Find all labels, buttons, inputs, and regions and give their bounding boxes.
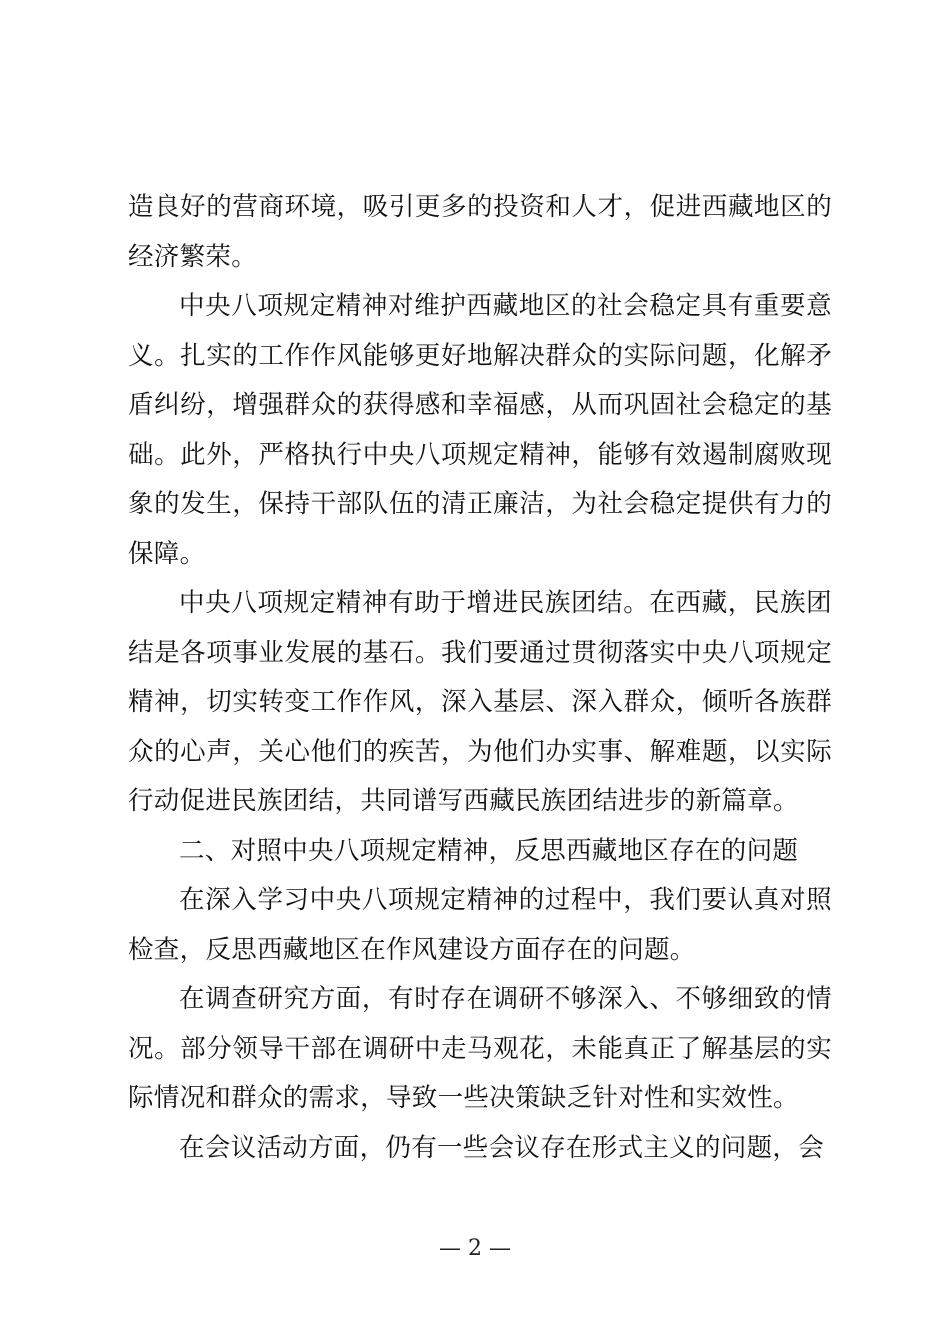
section-heading: 二、对照中央八项规定精神，反思西藏地区存在的问题 bbox=[179, 835, 799, 866]
paragraph-continued: 造良好的营商环境，吸引更多的投资和人才，促进西藏地区的经济繁荣。 bbox=[128, 192, 832, 272]
paragraph-social-stability: 中央八项规定精神对维护西藏地区的社会稳定具有重要意义。扎实的工作作风能够更好地解决群众的实际问题，化解矛盾纠纷，增强群众的获得感和幸福感，从而巩固社会稳定的基础。此外，严格执行中央八项规定精神，能够有效遏制腐败现象的发生，保持干部队伍的清正廉洁，为社会稳定提供有力的保障。 bbox=[128, 291, 832, 569]
paragraph-ethnic-unity: 中央八项规定精神有助于增进民族团结。在西藏，民族团结是各项事业发展的基石。我们要通过贯彻落实中央八项规定精神，切实转变工作作风，深入基层、深入群众，倾听各族群众的心声，关心他们的疾苦，为他们办实事、解难题，以实际行动促进民族团结，共同谱写西藏民族团结进步的新篇章。 bbox=[128, 588, 832, 816]
paragraph-reflection-intro: 在深入学习中央八项规定精神的过程中，我们要认真对照检查，反思西藏地区在作风建设方面存在的问题。 bbox=[128, 885, 832, 965]
page-number: — 2 — bbox=[439, 1236, 511, 1261]
paragraph-research: 在调查研究方面，有时存在调研不够深入、不够细致的情况。部分领导干部在调研中走马观花，未能真正了解基层的实际情况和群众的需求，导致一些决策缺乏针对性和实效性。 bbox=[128, 984, 832, 1113]
document-body bbox=[128, 183, 832, 1173]
paragraph-meetings: 在会议活动方面，仍有一些会议存在形式主义的问题，会 bbox=[179, 1132, 825, 1163]
